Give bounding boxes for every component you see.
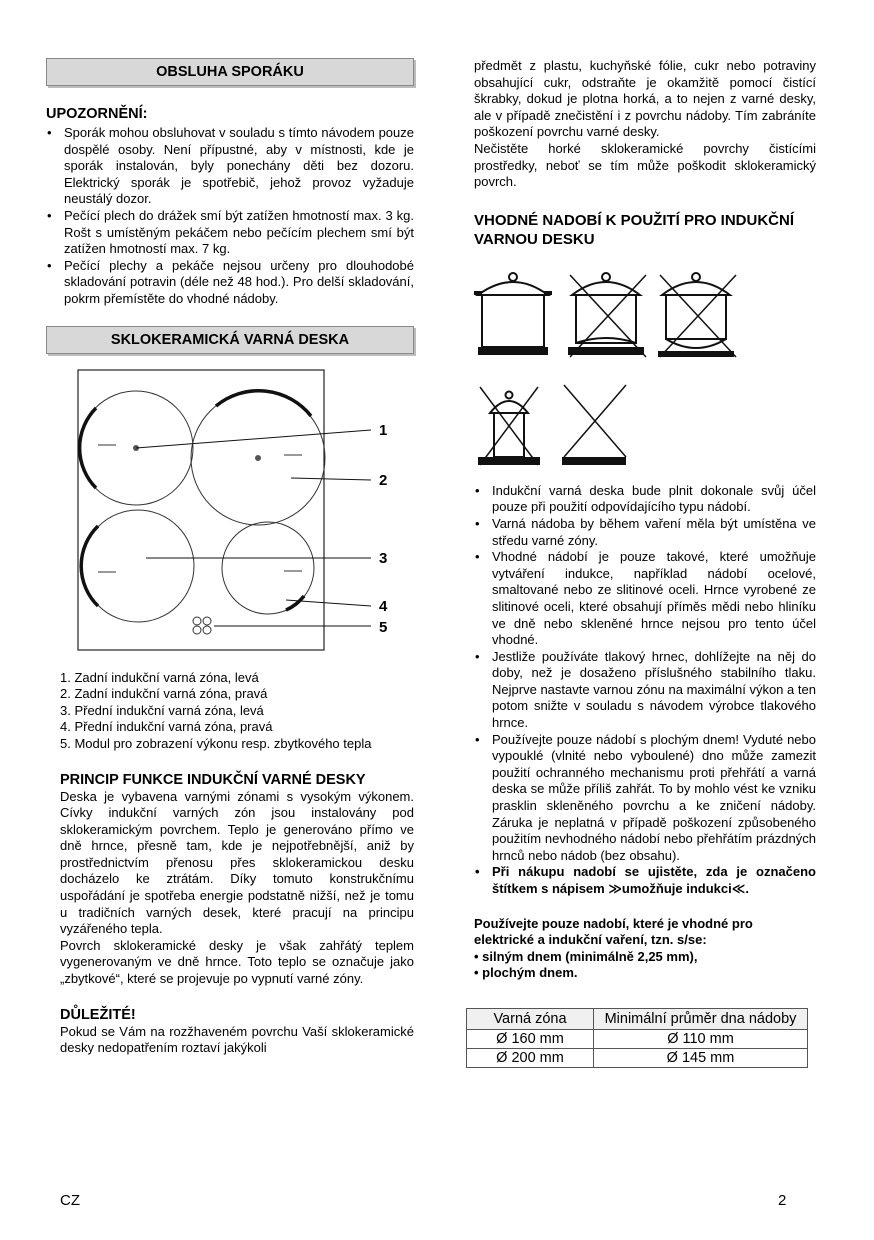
zone-size-table: [466, 1008, 808, 1068]
callout-4: 4: [379, 597, 388, 615]
list-item-text: Jestliže používáte tlakový hrnec, dohlížejte na něj do doby, než je dosaženo příslušného stabilního tlaku. Nejprve nastavte varnou zónu na maximální výkon a ten potom snižte v souladu s návodem výrobce tlakového hrnce.: [492, 648, 816, 731]
list-item-text: Varná nádoba by během vaření měla být umístěna ve středu varné zóny.: [492, 515, 816, 548]
principle-paragraph-2: Povrch sklokeramické desky je však zahřátý teplem vygenerovaným ve dně hrnce. Toto teplo se označuje jako „zbytkové“, které se projevuje po vypnutí varné zóny.: [60, 937, 414, 987]
use-requirements: [474, 916, 816, 982]
pot-small-crossed-icon: [478, 387, 540, 465]
principle-paragraph-1: Deska je vybavena varnými zónami s vysokým výkonem. Cívky indukční varných zón jsou instalovány pod sklokeramickým povrchem. Teplo je generováno přímo ve dně hrnce, přesně tam, kde je nejpotřebnější, aniž by prostřednictvím přenosu přes sklokeramickou desku docházelo ke ztrátám. Díky tomuto konstrukčnímu uspořádání je spotřeba energie podstatně nižší, než je tomu u tradičních varných desek, které pracují na principu vyzářeného tepla.: [60, 788, 414, 937]
callout-3: 3: [379, 549, 388, 567]
bullet-icon: •: [47, 125, 52, 140]
bullet-icon: •: [475, 482, 480, 498]
table-cell: Ø 200 mm: [467, 1048, 594, 1067]
continued-paragraph-2: Nečistěte horké sklokeramické povrchy čistícími prostředky, neboť se tím může poškodit sklokeramický povrch.: [474, 140, 816, 190]
legend-item: 3. Přední indukční varná zóna, levá: [60, 702, 264, 718]
use-requirement-1: • silným dnem (minimálně 2,25 mm),: [474, 948, 698, 964]
list-item: [474, 483, 816, 516]
list-item-text: Vhodné nádobí je pouze takové, které umožňuje vytváření indukce, například nádobí ocelové, smaltované nebo ze slitinové oceli. Hrnce vyrobené ze slitinové oceli, které obsahují příměs mědi nebo hliníku ve dně nebo skleněné hrnce nejsou pro tento účel vhodné.: [492, 549, 816, 648]
zone-3-label: [98, 571, 116, 573]
list-item: [46, 258, 414, 308]
callout-1: 1: [379, 421, 388, 439]
bullet-icon: •: [475, 648, 480, 664]
left-column: [46, 58, 414, 1057]
cookware-list: [474, 483, 816, 898]
hob-diagram: [46, 368, 414, 660]
table-row: [467, 1048, 808, 1067]
important-title: DŮLEŽITÉ!: [60, 1006, 136, 1023]
diagram-legend: [46, 670, 414, 753]
use-requirement-2: • plochým dnem.: [474, 965, 578, 981]
zone-4-label: [284, 570, 302, 572]
list-item-text: Sporák mohou obsluhovat v souladu s tímto návodem pouze dospělé osoby. Není přípustné, aby v místnosti, kde je sporák instalován, byly ponechány děti bez dozoru. Elektrický sporák je spotřebič, jehož provoz vyžaduje neustálý dozor.: [64, 125, 414, 207]
list-item-text: Používejte pouze nádobí s plochým dnem! Vyduté nebo vypouklé (vlnité nebo vyboulené) dno může zamezit použití ochranného mechanismu proti přehřátí a varná deska se může příliš zahřát. To by mohlo vést ke vzniku prasklin skleněného povrchu a ke zničení nádoby. Záruka je neplatná v případě poškození způsobeného použitím nevhodného nádobí nebo přehřátím prázdných hrnců nebo nádob (bez obsahu).: [492, 731, 816, 863]
table-header-zone: Varná zóna: [467, 1008, 594, 1029]
principle-title: PRINCIP FUNKCE INDUKČNÍ VARNÉ DESKY: [60, 771, 366, 788]
pot-concave-crossed-icon: [568, 273, 646, 357]
use-intro: Používejte pouze nadobí, které je vhodné pro elektrické a indukční vaření, tzn. s/se:: [474, 915, 753, 948]
list-item: [474, 864, 816, 897]
zone-2-center: [255, 455, 261, 461]
table-cell: Ø 160 mm: [467, 1029, 594, 1048]
hob-diagram-svg: [46, 368, 414, 660]
bullet-icon: •: [475, 515, 480, 531]
warning-title: UPOZORNĚNÍ:: [46, 106, 148, 122]
list-item: [46, 208, 414, 258]
bullet-icon: •: [47, 257, 52, 273]
legend-item: 5. Modul pro zobrazení výkonu resp. zbytkového tepla: [60, 735, 372, 751]
pot-convex-crossed-icon: [658, 273, 736, 357]
callout-5: 5: [379, 618, 388, 636]
table-cell: Ø 110 mm: [594, 1029, 808, 1048]
footer-page-number: 2: [778, 1192, 787, 1209]
important-paragraph: Pokud se Vám na rozžhaveném povrchu Vaší sklokeramické desky nedopatřením roztaví jakýkoli: [60, 1023, 414, 1056]
legend-item: 4. Přední indukční varná zóna, pravá: [60, 719, 273, 735]
list-item-text: Pečící plech do drážek smí být zatížen hmotností max. 3 kg. Rošt s umístěným pekáčem nebo pečícím plechem smí být zatížen hmotností max. 7 kg.: [64, 207, 414, 257]
legend-item: 2. Zadní indukční varná zóna, pravá: [60, 686, 268, 702]
principle-section: [46, 772, 414, 1057]
right-column: [474, 58, 816, 1068]
bullet-icon: •: [475, 864, 480, 880]
pot-correct-icon: [474, 273, 552, 355]
list-item: [474, 732, 816, 865]
bullet-icon: •: [47, 207, 52, 223]
zone-1-label: [98, 444, 116, 446]
legend-item: 1. Zadní indukční varná zóna, levá: [60, 669, 259, 685]
cookware-illustrations: [474, 265, 816, 469]
list-item: [474, 516, 816, 549]
list-item-text: Pečící plechy a pekáče nejsou určeny pro dlouhodobé skladování potravin (déle než 48 hod.). Pro delší skladování, pokrm přemístěte do vhodné nádoby.: [64, 257, 414, 306]
table-row: [467, 1029, 808, 1048]
bullet-icon: •: [475, 731, 480, 747]
bullet-icon: •: [475, 549, 480, 565]
section-banner-hob: SKLOKERAMICKÁ VARNÁ DESKA: [46, 326, 414, 354]
list-item: [474, 649, 816, 732]
empty-zone-crossed-icon: [562, 385, 626, 465]
continued-paragraph-1: předmět z plastu, kuchyňské fólie, cukr nebo potraviny obsahující cukr, odstraňte je okamžitě pomocí čistící škrabky, dokud je plotna horká, a to nejen z varné desky, ale v případě znečistění i z povrchu nádoby. Tím zabráníte poškození povrchu varné desky.: [474, 58, 816, 140]
list-item: [46, 125, 414, 208]
warning-list: [46, 125, 414, 308]
table-header-row: [467, 1008, 808, 1029]
table-header-diameter: Minimální průměr dna nádoby: [594, 1008, 808, 1029]
cookware-svg: [474, 265, 816, 469]
table-cell: Ø 145 mm: [594, 1048, 808, 1067]
zone-2-label: [284, 454, 302, 456]
footer-language: CZ: [60, 1192, 80, 1209]
callout-2: 2: [379, 471, 388, 489]
list-item-text: Indukční varná deska bude plnit dokonale svůj účel pouze při použití odpovídajícího typu nádobí.: [492, 482, 816, 515]
list-item: [474, 549, 816, 649]
cookware-title: VHODNÉ NADOBÍ K POUŽITÍ PRO INDUKČNÍ VARNOU DESKU: [474, 211, 795, 248]
section-banner-operation: OBSLUHA SPORÁKU: [46, 58, 414, 86]
list-item-text: Při nákupu nadobí se ujistěte, zda je označeno štítkem s nápisem ≫umožňuje indukci≪.: [492, 864, 816, 896]
